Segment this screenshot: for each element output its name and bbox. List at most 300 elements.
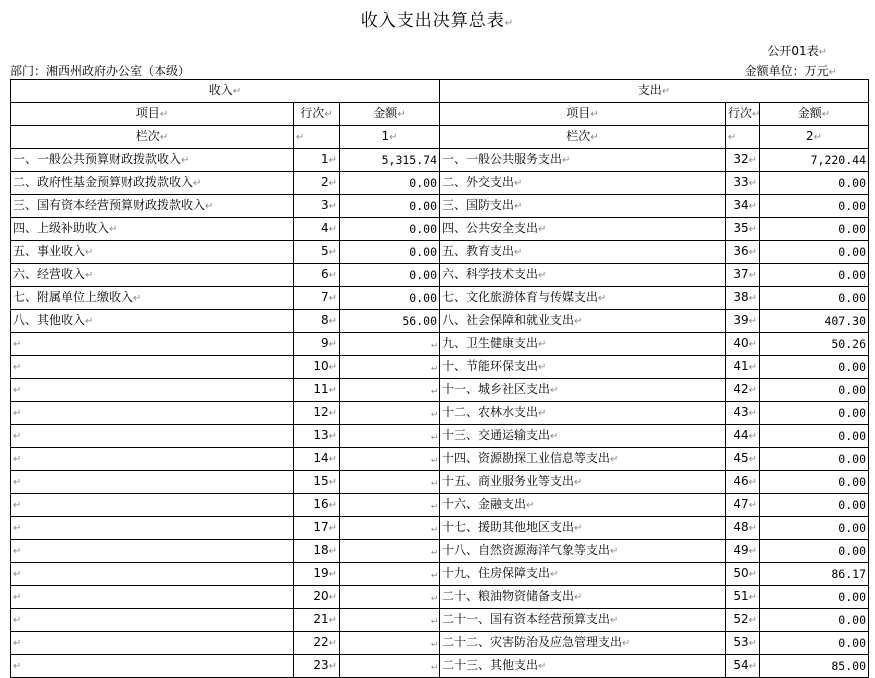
expense-line-cell-text: 51 [733, 589, 749, 603]
expense-line-cell [726, 333, 760, 356]
income-line-cell-text: 18 [313, 543, 329, 557]
paragraph-mark: ↵ [748, 431, 757, 442]
income-line-cell-text: 11 [313, 382, 329, 396]
expense-amount-cell-text: 0.00 [838, 475, 866, 489]
table-row [11, 172, 869, 195]
table-row [11, 402, 869, 425]
paragraph-mark: ↵ [430, 661, 437, 672]
income-expense-table [10, 79, 869, 678]
income-line-cell [294, 264, 340, 287]
paragraph-mark: ↵ [748, 339, 757, 350]
income-line-cell [294, 333, 340, 356]
paragraph-mark: ↵ [748, 615, 757, 626]
expense-line-cell-text: 46 [733, 474, 749, 488]
expense-item-cell [440, 218, 726, 241]
income-line-cell [294, 356, 340, 379]
expense-line-cell-text: 34 [733, 198, 749, 212]
expense-line-cell-text: 43 [733, 405, 749, 419]
paragraph-mark: ↵ [328, 454, 337, 465]
income-line-cell-text: 5 [320, 244, 329, 258]
expense-amount-cell [760, 471, 869, 494]
paragraph-mark: ↵ [328, 385, 337, 396]
paragraph-mark: ↵ [748, 477, 757, 488]
expense-item-cell [440, 563, 726, 586]
expense-amount-cell [760, 172, 869, 195]
income-line-cell [294, 287, 340, 310]
table-row [11, 287, 869, 310]
expense-item-cell [440, 241, 726, 264]
expense-item-cell-text: 十三、交通运输支出 [442, 428, 551, 442]
income-item-cell [11, 149, 294, 172]
expense-item-cell [440, 172, 726, 195]
income-amount-cell [340, 218, 440, 241]
expense-item-cell [440, 517, 726, 540]
income-amount-cell [340, 655, 440, 678]
income-amount-cell [340, 609, 440, 632]
income-line-cell [294, 448, 340, 471]
expense-line-cell-text: 45 [733, 451, 749, 465]
paragraph-mark: ↵ [328, 408, 337, 419]
income-amount-cell-text: 0.00 [409, 222, 437, 236]
table-row [11, 356, 869, 379]
paragraph-mark: ↵ [328, 431, 337, 442]
table-row [11, 586, 869, 609]
paragraph-mark: ↵ [748, 523, 757, 534]
paragraph-mark: ↵ [328, 500, 337, 511]
paragraph-mark: ↵ [748, 293, 757, 304]
paragraph-mark: ↵ [328, 339, 337, 350]
income-amount-cell [340, 425, 440, 448]
expense-line-cell-text: 49 [733, 543, 749, 557]
expense-line-cell [726, 517, 760, 540]
expense-line-cell [726, 264, 760, 287]
table-row [11, 609, 869, 632]
expense-amount-cell-text: 0.00 [838, 429, 866, 443]
paragraph-mark: ↵ [430, 523, 437, 534]
income-item-cell [11, 218, 294, 241]
expense-line-cell-text: 38 [733, 290, 749, 304]
paragraph-mark: ↵ [748, 224, 757, 235]
expense-item-header: 项目↵ [440, 103, 726, 126]
income-line-cell-text: 3 [320, 198, 329, 212]
income-item-cell [11, 494, 294, 517]
paragraph-mark: ↵ [430, 362, 437, 373]
table-row [11, 241, 869, 264]
table-row [11, 379, 869, 402]
expense-item-cell-text: 十八、自然资源海洋气象等支出 [442, 543, 611, 557]
amount-unit-label: 金额单位：万元↵ [744, 64, 837, 78]
paragraph-mark: ↵ [181, 155, 190, 166]
expense-line-cell [726, 471, 760, 494]
income-amount-cell [340, 287, 440, 310]
expense-amount-cell-text: 0.00 [838, 452, 866, 466]
income-item-cell-text: 八、其他收入 [13, 313, 86, 327]
income-line-cell [294, 540, 340, 563]
column-number-row [11, 126, 869, 149]
paragraph-mark: ↵ [13, 661, 22, 672]
paragraph-mark: ↵ [430, 546, 437, 557]
income-item-cell [11, 356, 294, 379]
expense-amount-cell-text: 0.00 [838, 498, 866, 512]
paragraph-mark: ↵ [328, 661, 337, 672]
expense-amount-cell-text: 0.00 [838, 613, 866, 627]
paragraph-mark: ↵ [85, 247, 94, 258]
paragraph-mark: ↵ [748, 362, 757, 373]
income-line-cell-text: 4 [320, 221, 329, 235]
expense-amount-cell [760, 287, 869, 310]
table-row [11, 494, 869, 517]
paragraph-mark: ↵ [610, 546, 619, 557]
paragraph-mark: ↵ [430, 477, 437, 488]
paragraph-mark: ↵ [85, 270, 94, 281]
income-line-cell [294, 149, 340, 172]
income-line-cell-text: 20 [313, 589, 329, 603]
expense-line-cell-text: 36 [733, 244, 749, 258]
paragraph-mark: ↵ [430, 638, 437, 649]
expense-item-cell-text: 九、卫生健康支出 [442, 336, 539, 350]
income-item-cell [11, 471, 294, 494]
expense-amount-cell-text: 0.00 [838, 590, 866, 604]
paragraph-mark: ↵ [430, 408, 437, 419]
income-line-cell-text: 14 [313, 451, 329, 465]
table-row [11, 264, 869, 287]
paragraph-mark: ↵ [328, 638, 337, 649]
table-row [11, 448, 869, 471]
income-amount-cell [340, 402, 440, 425]
income-amount-cell [340, 379, 440, 402]
expense-line-cell-text: 48 [733, 520, 749, 534]
expense-line-cell [726, 632, 760, 655]
expense-amount-cell-text: 0.00 [838, 521, 866, 535]
expense-amount-cell-text: 0.00 [838, 636, 866, 650]
expense-item-cell [440, 356, 726, 379]
paragraph-mark: ↵ [538, 270, 547, 281]
paragraph-mark: ↵ [574, 316, 583, 327]
expense-item-cell [440, 609, 726, 632]
table-row [11, 471, 869, 494]
expense-line-cell [726, 655, 760, 678]
paragraph-mark: ↵ [13, 500, 22, 511]
income-item-cell-text: 一、一般公共预算财政拨款收入 [13, 152, 182, 166]
income-item-cell-text: 二、政府性基金预算财政拨款收入 [13, 175, 194, 189]
paragraph-mark: ↵ [538, 362, 547, 373]
paragraph-mark: ↵ [430, 500, 437, 511]
expense-line-cell-text: 40 [733, 336, 749, 350]
income-item-cell [11, 379, 294, 402]
expense-amount-cell [760, 517, 869, 540]
expense-column-empty: ↵ [726, 126, 760, 149]
section-header-row [11, 80, 869, 103]
expense-item-cell [440, 586, 726, 609]
income-line-cell [294, 609, 340, 632]
expense-item-cell [440, 287, 726, 310]
income-item-cell-text: 六、经营收入 [13, 267, 86, 281]
paragraph-mark: ↵ [328, 293, 337, 304]
paragraph-mark: ↵ [748, 638, 757, 649]
paragraph-mark: ↵ [328, 592, 337, 603]
income-item-cell [11, 333, 294, 356]
expense-section-header: 支出↵ [440, 80, 869, 103]
expense-item-cell-text: 二、外交支出 [442, 175, 515, 189]
expense-amount-cell-text: 0.00 [838, 268, 866, 282]
income-amount-cell [340, 448, 440, 471]
expense-line-cell-text: 47 [733, 497, 749, 511]
income-amount-cell [340, 494, 440, 517]
paragraph-mark: ↵ [85, 316, 94, 327]
column-header-row [11, 103, 869, 126]
income-item-cell-text: 三、国有资本经营预算财政拨款收入 [13, 198, 206, 212]
expense-line-cell [726, 149, 760, 172]
expense-item-cell-text: 十、节能环保支出 [442, 359, 539, 373]
expense-amount-cell [760, 494, 869, 517]
income-line-cell-text: 10 [313, 359, 329, 373]
form-number: 公开01表↵ [767, 44, 827, 58]
expense-item-cell-text: 七、文化旅游体育与传媒支出 [442, 290, 599, 304]
expense-line-cell-text: 50 [733, 566, 749, 580]
expense-line-cell [726, 356, 760, 379]
paragraph-mark: ↵ [430, 431, 437, 442]
income-line-cell-text: 17 [313, 520, 329, 534]
paragraph-mark: ↵ [13, 592, 22, 603]
income-line-cell [294, 632, 340, 655]
expense-amount-cell-text: 0.00 [838, 383, 866, 397]
income-amount-cell-text: 5,315.74 [381, 153, 437, 167]
paragraph-mark: ↵ [328, 270, 337, 281]
expense-amount-header: 金额↵ [760, 103, 869, 126]
expense-item-cell [440, 333, 726, 356]
income-item-cell [11, 655, 294, 678]
income-item-cell [11, 172, 294, 195]
income-line-cell [294, 494, 340, 517]
expense-item-cell-text: 十六、金融支出 [442, 497, 527, 511]
income-item-cell [11, 540, 294, 563]
paragraph-mark: ↵ [328, 224, 337, 235]
expense-amount-cell-text: 50.26 [831, 337, 866, 351]
table-row [11, 655, 869, 678]
paragraph-mark: ↵ [328, 362, 337, 373]
expense-line-cell-text: 42 [733, 382, 749, 396]
expense-amount-cell-text: 86.17 [831, 567, 866, 581]
income-line-cell-text: 2 [320, 175, 329, 189]
income-item-cell [11, 241, 294, 264]
expense-item-cell-text: 二十三、其他支出 [442, 658, 539, 672]
expense-line-cell [726, 195, 760, 218]
income-item-cell [11, 310, 294, 333]
income-item-cell [11, 264, 294, 287]
income-line-cell [294, 586, 340, 609]
paragraph-mark: ↵ [328, 155, 337, 166]
paragraph-mark: ↵ [748, 661, 757, 672]
expense-line-cell-text: 41 [733, 359, 749, 373]
paragraph-mark: ↵ [109, 224, 118, 235]
income-line-cell-text: 6 [320, 267, 329, 281]
paragraph-mark: ↵ [538, 408, 547, 419]
income-line-cell-text: 7 [320, 290, 329, 304]
paragraph-mark: ↵ [550, 385, 559, 396]
expense-item-cell [440, 402, 726, 425]
paragraph-mark: ↵ [748, 500, 757, 511]
expense-line-cell [726, 425, 760, 448]
income-amount-cell [340, 172, 440, 195]
income-line-cell-text: 23 [313, 658, 329, 672]
expense-amount-cell-text: 85.00 [831, 659, 866, 673]
paragraph-mark: ↵ [13, 339, 22, 350]
income-item-cell [11, 609, 294, 632]
income-line-cell-text: 12 [313, 405, 329, 419]
expense-item-cell [440, 632, 726, 655]
expense-amount-cell [760, 195, 869, 218]
table-row [11, 632, 869, 655]
income-item-cell [11, 632, 294, 655]
expense-amount-cell-text: 0.00 [838, 199, 866, 213]
paragraph-mark: ↵ [748, 201, 757, 212]
expense-amount-cell [760, 563, 869, 586]
expense-amount-cell-text: 0.00 [838, 406, 866, 420]
income-line-header: 行次↵ [294, 103, 340, 126]
paragraph-mark: ↵ [430, 385, 437, 396]
expense-line-cell [726, 287, 760, 310]
income-line-cell-text: 13 [313, 428, 329, 442]
paragraph-mark: ↵ [610, 615, 619, 626]
income-line-cell-text: 21 [313, 612, 329, 626]
page-title: 收入支出决算总表↵ [360, 11, 515, 31]
paragraph-mark: ↵ [430, 339, 437, 350]
expense-amount-cell [760, 310, 869, 333]
expense-amount-cell [760, 540, 869, 563]
expense-item-cell-text: 十五、商业服务业等支出 [442, 474, 575, 488]
expense-line-cell [726, 379, 760, 402]
paragraph-mark: ↵ [574, 592, 583, 603]
income-line-cell [294, 563, 340, 586]
expense-line-cell [726, 563, 760, 586]
paragraph-mark: ↵ [598, 293, 607, 304]
income-amount-cell-text: 0.00 [409, 199, 437, 213]
expense-line-cell [726, 402, 760, 425]
paragraph-mark: ↵ [574, 523, 583, 534]
paragraph-mark: ↵ [430, 592, 437, 603]
income-amount-cell-text: 0.00 [409, 176, 437, 190]
paragraph-mark: ↵ [748, 546, 757, 557]
income-amount-cell [340, 471, 440, 494]
income-amount-cell-text: 0.00 [409, 291, 437, 305]
paragraph-mark: ↵ [205, 201, 214, 212]
table-row [11, 563, 869, 586]
table-row [11, 425, 869, 448]
paragraph-mark: ↵ [328, 615, 337, 626]
paragraph-mark: ↵ [550, 431, 559, 442]
paragraph-mark: ↵ [13, 477, 22, 488]
income-item-cell-text: 五、事业收入 [13, 244, 86, 258]
income-line-cell [294, 402, 340, 425]
expense-amount-cell [760, 586, 869, 609]
paragraph-mark: ↵ [328, 523, 337, 534]
income-item-cell [11, 402, 294, 425]
income-line-cell [294, 517, 340, 540]
expense-line-cell [726, 218, 760, 241]
expense-item-cell [440, 540, 726, 563]
paragraph-mark: ↵ [328, 316, 337, 327]
expense-amount-cell [760, 632, 869, 655]
income-column-empty: ↵ [294, 126, 340, 149]
income-item-cell [11, 563, 294, 586]
paragraph-mark: ↵ [13, 431, 22, 442]
income-line-cell-text: 9 [320, 336, 329, 350]
expense-item-cell [440, 195, 726, 218]
paragraph-mark: ↵ [574, 477, 583, 488]
paragraph-mark: ↵ [13, 638, 22, 649]
expense-item-cell [440, 448, 726, 471]
paragraph-mark: ↵ [748, 385, 757, 396]
expense-line-cell-text: 39 [733, 313, 749, 327]
income-line-cell [294, 218, 340, 241]
income-amount-cell [340, 241, 440, 264]
expense-item-cell-text: 十七、援助其他地区支出 [442, 520, 575, 534]
paragraph-mark: ↵ [538, 224, 547, 235]
expense-amount-cell-text: 0.00 [838, 176, 866, 190]
department-label: 部门：湘西州政府办公室（本级） [10, 64, 191, 78]
income-item-cell [11, 448, 294, 471]
income-item-cell-text: 七、附属单位上缴收入 [13, 290, 134, 304]
expense-item-cell-text: 十一、城乡社区支出 [442, 382, 551, 396]
expense-item-cell [440, 471, 726, 494]
paragraph-mark: ↵ [610, 454, 619, 465]
income-item-cell-text: 四、上级补助收入 [13, 221, 110, 235]
expense-amount-cell [760, 218, 869, 241]
expense-item-cell-text: 二十一、国有资本经营预算支出 [442, 612, 611, 626]
expense-amount-cell [760, 264, 869, 287]
paragraph-mark: ↵ [328, 569, 337, 580]
table-row [11, 517, 869, 540]
income-amount-cell [340, 149, 440, 172]
expense-item-cell-text: 六、科学技术支出 [442, 267, 539, 281]
expense-line-cell [726, 172, 760, 195]
paragraph-mark: ↵ [430, 569, 437, 580]
paragraph-mark: ↵ [13, 523, 22, 534]
expense-item-cell-text: 二十二、灾害防治及应急管理支出 [442, 635, 623, 649]
expense-line-cell-text: 44 [733, 428, 749, 442]
expense-item-cell-text: 二十、粮油物资储备支出 [442, 589, 575, 603]
expense-line-header: 行次↵ [726, 103, 760, 126]
income-line-cell [294, 379, 340, 402]
expense-item-cell [440, 310, 726, 333]
expense-item-cell [440, 425, 726, 448]
expense-line-cell [726, 310, 760, 333]
expense-item-cell-text: 五、教育支出 [442, 244, 515, 258]
income-line-cell [294, 195, 340, 218]
income-amount-cell [340, 632, 440, 655]
income-item-cell [11, 195, 294, 218]
expense-line-cell [726, 586, 760, 609]
income-amount-cell [340, 333, 440, 356]
paragraph-mark: ↵ [13, 615, 22, 626]
expense-amount-cell-text: 0.00 [838, 544, 866, 558]
paragraph-mark: ↵ [328, 247, 337, 258]
income-item-cell [11, 517, 294, 540]
expense-item-cell [440, 379, 726, 402]
table-row [11, 333, 869, 356]
paragraph-mark: ↵ [748, 178, 757, 189]
expense-amount-cell-text: 0.00 [838, 245, 866, 259]
paragraph-mark: ↵ [328, 546, 337, 557]
income-item-header: 项目↵ [11, 103, 294, 126]
income-amount-cell [340, 563, 440, 586]
expense-amount-cell [760, 333, 869, 356]
expense-item-cell [440, 264, 726, 287]
expense-amount-cell-text: 407.30 [824, 314, 866, 328]
expense-amount-cell [760, 149, 869, 172]
paragraph-mark: ↵ [13, 569, 22, 580]
income-line-cell-text: 22 [313, 635, 329, 649]
